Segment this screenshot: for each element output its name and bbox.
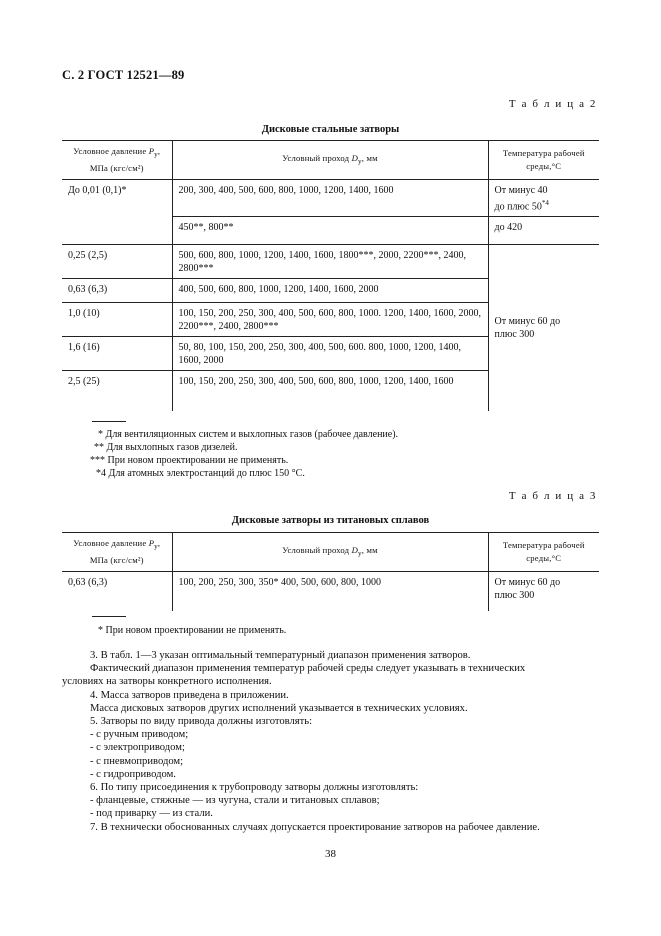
temp-cell: От минус 40 до плюс 50$^{*4}$ <box>488 179 599 216</box>
footnote: ** Для выхлопных газов дизелей. <box>94 442 238 453</box>
pressure-cell: 2,5 (25) <box>62 371 172 411</box>
footnote: * При новом проектировании не применять. <box>98 625 287 636</box>
temp-cell: до 420 <box>494 222 523 234</box>
table3-col-size: Условный проход $D_у$, мм <box>172 533 488 572</box>
table2-label: Т а б л и ц а 2 <box>508 98 597 110</box>
paragraph: 5. Затворы по виду привода должны изготовлять: <box>90 716 313 728</box>
size-cell: 500, 600, 800, 1000, 1200, 1400, 1600, 1800***, 2000, 2200***, 2400, 2800*** <box>172 245 488 279</box>
table-row <box>62 179 599 216</box>
merged-temp-cell <box>488 245 599 411</box>
paragraph: 4. Масса затворов приведена в приложении. <box>90 689 289 701</box>
paragraph: 6. По типу присоединения к трубопроводу затворы должны изготовлять: <box>90 782 419 794</box>
document-header: С. 2 ГОСТ 12521—89 <box>62 68 185 82</box>
paragraph: 3. В табл. 1—3 указан оптимальный температурный диапазон применения затворов. <box>90 650 471 661</box>
table-row <box>62 245 599 279</box>
size-cell: 100, 200, 250, 300, 350* 400, 500, 600, 800, 1000 <box>172 571 488 611</box>
body-text <box>62 649 602 834</box>
pressure-cell: До 0,01 (0,1)* <box>62 179 172 244</box>
pressure-cell: 0,63 (6,3) <box>62 571 172 611</box>
table3-label: Т а б л и ц а 3 <box>508 490 597 502</box>
size-cell: 50, 80, 100, 150, 200, 250, 300, 400, 500, 600. 800, 1000, 1200, 1400, 1600, 2000 <box>172 337 488 371</box>
list-item: - с пневмоприводом; <box>90 755 184 767</box>
paragraph: Масса дисковых затворов других исполнений указывается в технических условиях. <box>90 702 468 714</box>
size-cell: 100, 150, 200, 250, 300, 400, 500, 600, 800, 1000, 1200, 1400, 1600 <box>172 371 488 411</box>
list-item: - с электроприводом; <box>90 742 185 754</box>
temp-text: От минус 60 до плюс 300 <box>494 576 561 601</box>
pressure-cell: 1,6 (16) <box>62 337 172 371</box>
list-item: - фланцевые, стяжные — из чугуна, стали и титановых сплавов; <box>90 795 380 807</box>
table2-col-temp: Температура рабочей среды,°С <box>502 147 585 171</box>
table2-header-row <box>62 141 599 180</box>
table3-title: Дисковые затворы из титановых сплавов <box>231 515 430 526</box>
size-cell: 400, 500, 600, 800, 1000, 1200, 1400, 1600, 2000 <box>172 279 488 303</box>
table3 <box>62 532 599 611</box>
footnote-separator <box>92 616 126 617</box>
list-item: - под приварку — из стали. <box>90 808 213 820</box>
paragraph: условиях на затворы конкретного исполнения. <box>62 676 272 688</box>
paragraph: Фактический диапазон применения температур рабочей среды следует указывать в технических <box>90 663 526 675</box>
page-number: 38 <box>325 848 336 860</box>
size-cell: 100, 150, 200, 250, 300, 400, 500, 600, 800, 1000. 1200, 1400, 1600, 2000, 2200***, 2400, 2800*** <box>172 303 488 337</box>
table2 <box>62 140 599 411</box>
size-cell: 200, 300, 400, 500, 600, 800, 1000, 1200, 1400, 1600 <box>172 179 488 216</box>
pressure-cell: 1,0 (10) <box>62 303 172 337</box>
temp-cell <box>488 571 599 611</box>
table-row <box>62 571 599 611</box>
footnote: *** При новом проектировании не применять. <box>90 455 289 466</box>
footnote: *4 Для атомных электростанций до плюс 150 °С. <box>96 468 305 479</box>
list-item: - с ручным приводом; <box>90 729 189 741</box>
pressure-cell: 0,25 (2,5) <box>62 245 172 279</box>
table3-header-row <box>62 533 599 572</box>
list-item: - с гидроприводом. <box>90 768 176 780</box>
table3-notes <box>62 624 286 637</box>
paragraph: 7. В технически обоснованных случаях допускается проектирование затворов на рабочее давление. <box>90 821 540 833</box>
table2-col-pressure: Условное давление $P_у$, МПа (кгс/см²) <box>62 141 172 180</box>
table3-col-pressure: Условное давление $P_у$, МПа (кгс/см²) <box>62 533 172 572</box>
table2-notes <box>62 428 398 480</box>
table3-col-temp: Температура рабочей среды,°С <box>502 539 585 563</box>
footnote-separator <box>92 421 126 422</box>
pressure-cell: 0,63 (6,3) <box>62 279 172 303</box>
footnote: * Для вентиляционных систем и выхлопных газов (рабочее давление). <box>98 429 399 440</box>
table2-col-size: Условный проход $D_у$, мм <box>172 141 488 180</box>
merged-temp-text: От минус 60 до плюс 300 <box>494 316 561 341</box>
size-cell: 450**, 800** <box>172 217 488 245</box>
table2-title: Дисковые стальные затворы <box>261 124 400 135</box>
